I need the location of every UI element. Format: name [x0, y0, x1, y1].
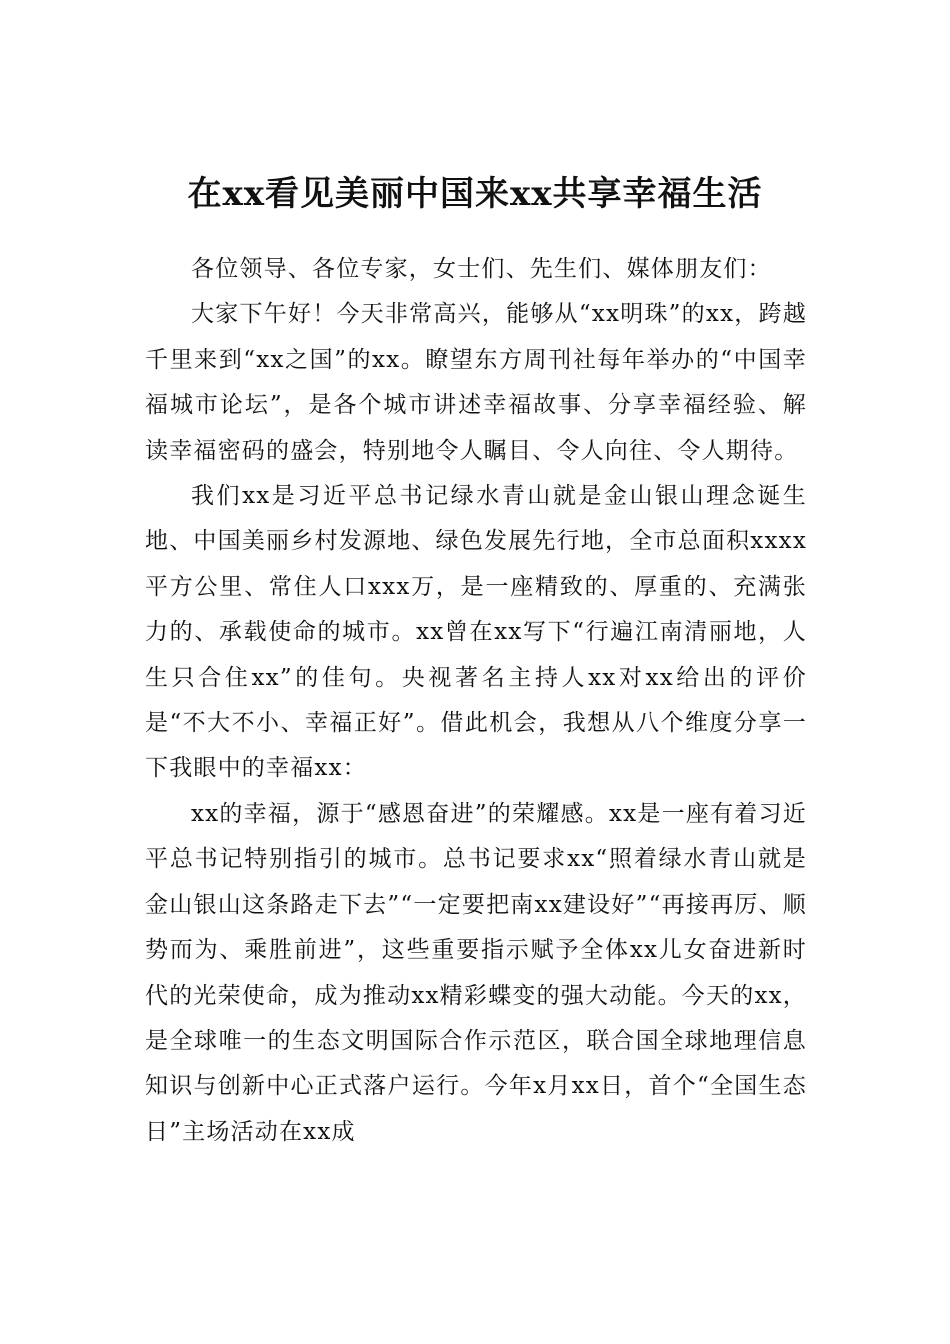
paragraph-city-intro: 我们xx是习近平总书记绿水青山就是金山银山理念诞生地、中国美丽乡村发源地、绿色发展先行地，全市总面积xxxx平方公里、常住人口xxx万，是一座精致的、厚重的、充满张力的、承载使命的城市。xx曾在xx写下“行遍江南清丽地，人生只合住xx”的佳句。央视著名主持人xx对xx给出的评价是“不大不小、幸福正好”。借此机会，我想从八个维度分享一下我眼中的幸福xx：: [145, 483, 807, 782]
document-title: 在xx看见美丽中国来xx共享幸福生活: [187, 174, 763, 214]
paragraph-happiness-1: xx的幸福，源于“感恩奋进”的荣耀感。xx是一座有着习近平总书记特别指引的城市。总书记要求xx“照着绿水青山就是金山银山这条路走下去”“一定要把南xx建设好”“再接再厉、顺势而为、乘胜前进”，这些重要指示赋予全体xx儿女奋进新时代的光荣使命，成为推动xx精彩蝶变的强大动能。今天的xx，是全球唯一的生态文明国际合作示范区，联合国全球地理信息知识与创新中心正式落户运行。今年x月xx日，首个“全国生态日”主场活动在xx成: [145, 800, 807, 1145]
document-body: [145, 247, 807, 1155]
paragraph-greeting: 各位领导、各位专家，女士们、先生们、媒体朋友们：: [191, 256, 772, 282]
paragraph-opening: 大家下午好！今天非常高兴，能够从“xx明珠”的xx，跨越千里来到“xx之国”的xx。瞭望东方周刊社每年举办的“中国幸福城市论坛”，是各个城市讲述幸福故事、分享幸福经验、解读幸福密码的盛会，特别地令人瞩目、令人向往、令人期待。: [145, 301, 807, 464]
